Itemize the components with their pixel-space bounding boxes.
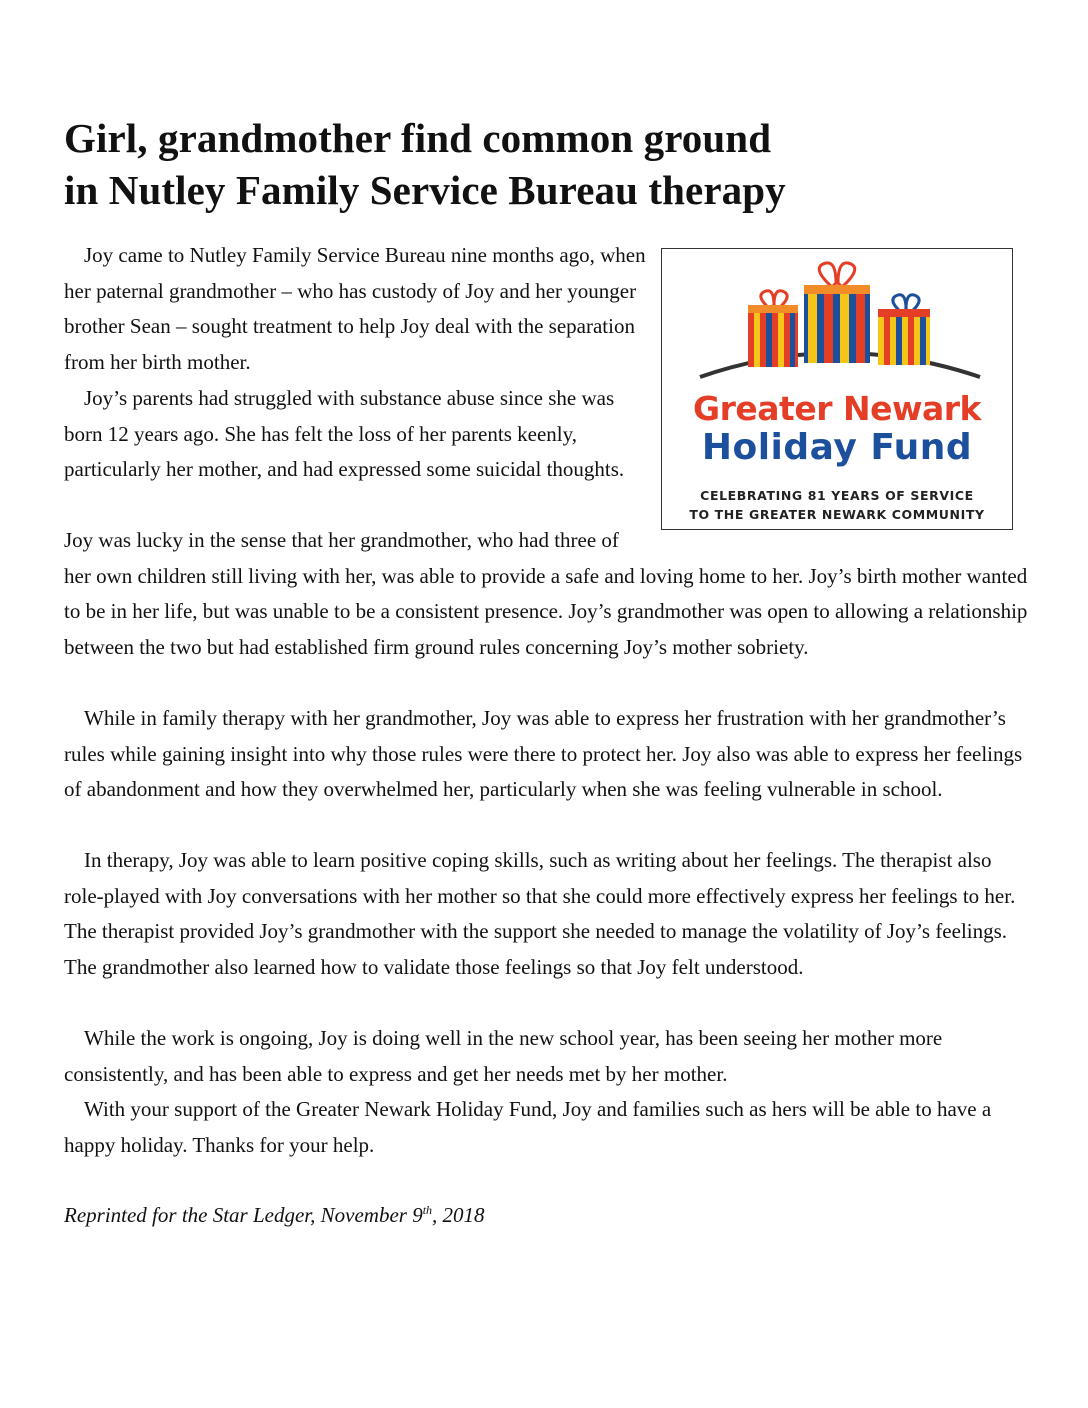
logo-title-line-2: Holiday Fund: [701, 427, 973, 468]
logo-tagline-2: TO THE GREATER NEWARK COMMUNITY: [689, 507, 985, 522]
headline-line-1: Girl, grandmother find common ground: [64, 115, 772, 161]
article-paragraph: Joy came to Nutley Family Service Bureau nine months ago, when her paternal grandmother – who has custody of Joy and her younger brother Sean – sought treatment to help Joy deal with the separation from her birth mother.: [64, 243, 646, 374]
article-paragraph: [64, 523, 1029, 665]
article-paragraph: While the work is ongoing, Joy is doing well in the new school year, has been seeing her mother more consistently, and has been able to express and get her needs met by her mother.: [64, 1026, 943, 1086]
headline-line-2: in Nutley Family Service Bureau therapy: [64, 167, 786, 213]
logo-title-line-1: Greater Newark: [693, 389, 981, 428]
article-paragraph: While in family therapy with her grandmother, Joy was able to express her frustration with her grandmother’s rules while gaining insight into why those rules were there to protect her. Joy also was able to express her feelings of abandonment and how they overwhelmed her, particularly when she was feeling vulnerable in school.: [64, 706, 1023, 801]
article-paragraph: With your support of the Greater Newark Holiday Fund, Joy and families such as hers will be able to have a happy holiday. Thanks for your help.: [64, 1097, 992, 1157]
credit-superscript: th: [422, 1203, 433, 1217]
article-paragraph: In therapy, Joy was able to learn positive coping skills, such as writing about her feelings. The therapist also role-played with Joy conversations with her mother so that she could more effectively express her feelings to her. The therapist provided Joy’s grandmother with the support she needed to manage the volatility of Joy’s feelings. The grandmother also learned how to validate those feelings so that Joy felt understood.: [64, 848, 1016, 979]
holiday-fund-logo: [661, 248, 1013, 530]
article-paragraph: Joy’s parents had struggled with substance abuse since she was born 12 years ago. She has felt the loss of her parents keenly, particularly her mother, and had expressed some suicidal thoughts.: [64, 386, 625, 481]
article-headline: [64, 112, 964, 216]
article-paragraph-text: Joy was lucky in the sense that her grandmother, who had three of her own children still living with her, was able to provide a safe and loving home to her. Joy’s birth mother wanted to be in her life, but was unable to be a consistent presence. Joy’s grandmother was open to allowing a relationship between the two but had established firm ground rules concerning Joy’s mother sobriety.: [64, 528, 1028, 659]
logo-tagline-1: CELEBRATING 81 YEARS OF SERVICE: [700, 488, 974, 503]
reprint-credit: [64, 1200, 485, 1230]
credit-text: Reprinted for the Star Ledger, November 9: [64, 1203, 423, 1227]
credit-year: , 2018: [432, 1203, 485, 1227]
